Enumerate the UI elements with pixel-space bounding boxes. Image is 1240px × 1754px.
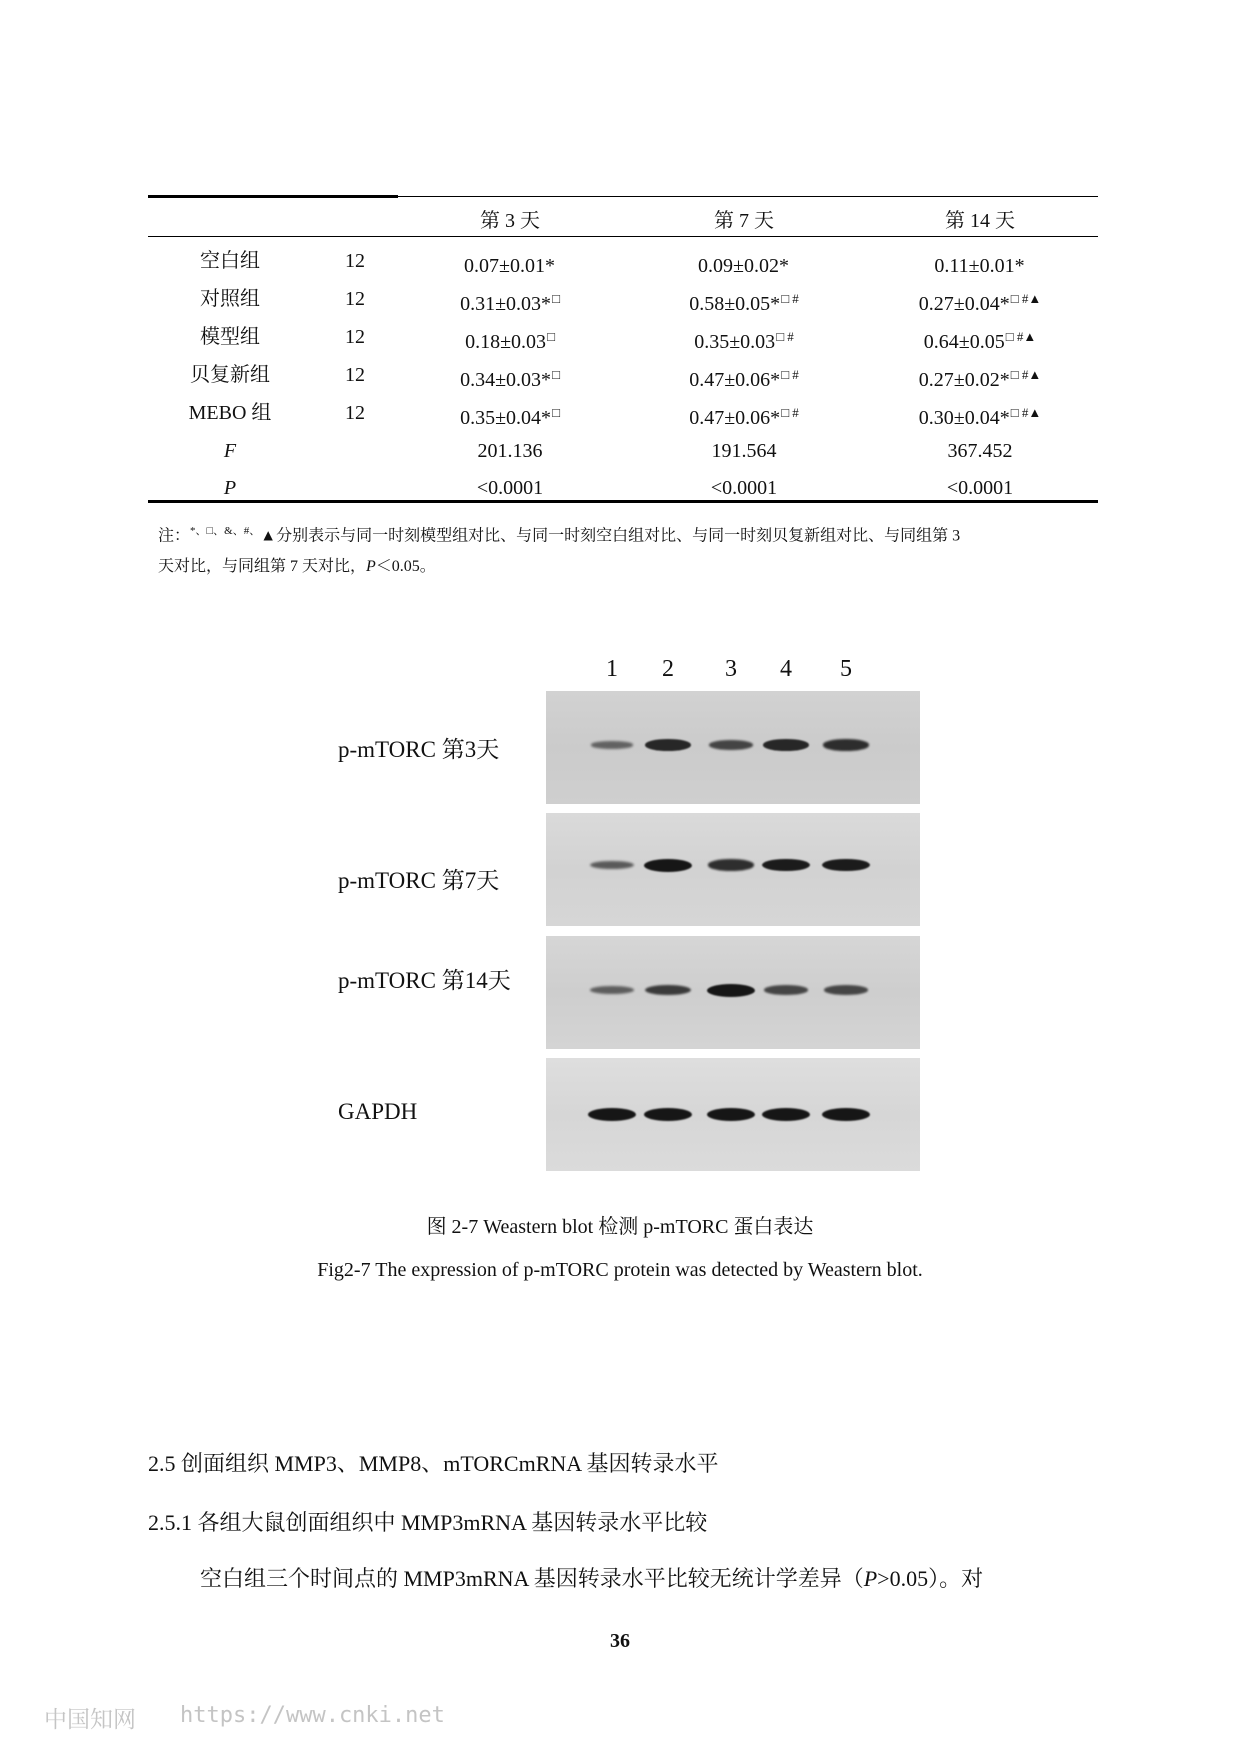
value-day3: 0.35±0.04*□ <box>460 405 560 429</box>
header-day3: 第 3 天 <box>480 210 540 232</box>
sample-size: 12 <box>345 402 365 424</box>
blot-band <box>824 985 869 994</box>
sample-size: 12 <box>345 364 365 386</box>
group-name: MEBO 组 <box>188 402 272 424</box>
blot-label-day3: p-mTORC 第3天 <box>338 737 500 762</box>
lane-number: 4 <box>780 656 792 682</box>
lane-number: 3 <box>725 656 737 682</box>
watermark-cnki: 中国知网 <box>44 1707 136 1733</box>
watermark-url: https://www.cnki.net <box>180 1703 445 1728</box>
table-header-rule <box>148 236 1098 237</box>
page-number: 36 <box>610 1630 630 1652</box>
blot-panel-day3 <box>546 691 920 804</box>
sample-size: 12 <box>345 288 365 310</box>
blot-panel-day14 <box>546 936 920 1049</box>
blot-band <box>591 741 634 748</box>
blot-band <box>709 740 754 749</box>
blot-band <box>590 986 633 994</box>
lane-number: 5 <box>840 656 852 682</box>
blot-band <box>590 861 634 869</box>
blot-band <box>822 1108 870 1121</box>
blot-band <box>762 1108 810 1121</box>
table-bottom-rule <box>148 500 1098 503</box>
blot-panel-gapdh <box>546 1058 920 1171</box>
sample-size: 12 <box>345 326 365 348</box>
blot-band <box>823 739 869 750</box>
header-day14: 第 14 天 <box>945 210 1015 232</box>
lane-number: 1 <box>606 656 618 682</box>
blot-band <box>644 859 692 872</box>
f-day7: 191.564 <box>711 440 777 462</box>
value-day14: 0.11±0.01* <box>934 255 1025 277</box>
value-day14: 0.27±0.02*□ #▲ <box>918 367 1042 391</box>
p-label: P <box>223 477 237 499</box>
p-day7: <0.0001 <box>710 477 778 499</box>
table-note-line1: 注：*、□、&、#、▲分别表示与同一时刻模型组对比、与同一时刻空白组对比、与同一时刻贝复新组对比、与同组第 3 <box>158 525 961 545</box>
blot-band <box>822 859 870 872</box>
group-name: 贝复新组 <box>190 364 270 386</box>
value-day3: 0.18±0.03□ <box>465 329 555 353</box>
value-day3: 0.34±0.03*□ <box>460 367 560 391</box>
blot-label-day7: p-mTORC 第7天 <box>338 868 500 893</box>
table-note-line2: 天对比，与同组第 7 天对比，P＜0.05。 <box>158 558 436 575</box>
blot-band <box>763 739 810 751</box>
blot-band <box>644 1108 692 1121</box>
value-day3: 0.31±0.03*□ <box>460 291 560 315</box>
group-name: 空白组 <box>200 250 260 272</box>
f-label: F <box>223 440 237 462</box>
figure-caption-en: Fig2-7 The expression of p-mTORC protein was detected by Weastern blot. <box>317 1259 923 1281</box>
group-name: 模型组 <box>200 326 260 348</box>
blot-band <box>645 985 691 995</box>
value-day3: 0.07±0.01* <box>464 255 555 277</box>
triangle-icon: ▲ <box>260 527 277 545</box>
p-day3: <0.0001 <box>476 477 544 499</box>
body-paragraph: 空白组三个时间点的 MMP3mRNA 基因转录水平比较无统计学差异（P>0.05）。对 <box>200 1566 984 1591</box>
blot-band <box>707 984 755 997</box>
section-heading-2-5: 2.5 创面组织 MMP3、MMP8、mTORCmRNA 基因转录水平 <box>148 1451 719 1476</box>
value-day7: 0.35±0.03□ # <box>694 329 794 353</box>
figure-caption-cn: 图 2-7 Weastern blot 检测 p-mTORC 蛋白表达 <box>426 1216 814 1238</box>
section-heading-2-5-1: 2.5.1 各组大鼠创面组织中 MMP3mRNA 基因转录水平比较 <box>148 1510 708 1535</box>
value-day14: 0.27±0.04*□ #▲ <box>918 291 1042 315</box>
group-name: 对照组 <box>200 288 260 310</box>
sample-size: 12 <box>345 250 365 272</box>
table-top-rule <box>398 196 1098 197</box>
blot-band <box>762 859 810 872</box>
value-day7: 0.47±0.06*□ # <box>689 405 799 429</box>
blot-band <box>707 1108 755 1121</box>
value-day7: 0.58±0.05*□ # <box>689 291 799 315</box>
blot-band <box>588 1108 636 1121</box>
f-day14: 367.452 <box>947 440 1013 462</box>
f-day3: 201.136 <box>477 440 543 462</box>
blot-panel-day7 <box>546 813 920 926</box>
value-day7: 0.47±0.06*□ # <box>689 367 799 391</box>
blot-label-day14: p-mTORC 第14天 <box>338 968 511 993</box>
value-day14: 0.30±0.04*□ #▲ <box>918 405 1042 429</box>
header-day7: 第 7 天 <box>714 210 774 232</box>
blot-label-gapdh: GAPDH <box>338 1099 418 1124</box>
blot-band <box>708 859 754 870</box>
value-day7: 0.09±0.02* <box>698 255 789 277</box>
p-day14: <0.0001 <box>946 477 1014 499</box>
blot-band <box>764 985 809 994</box>
blot-band <box>645 739 692 751</box>
lane-number: 2 <box>662 656 674 682</box>
value-day14: 0.64±0.05□ #▲ <box>923 329 1037 353</box>
table-top-rule-thick <box>148 195 398 198</box>
